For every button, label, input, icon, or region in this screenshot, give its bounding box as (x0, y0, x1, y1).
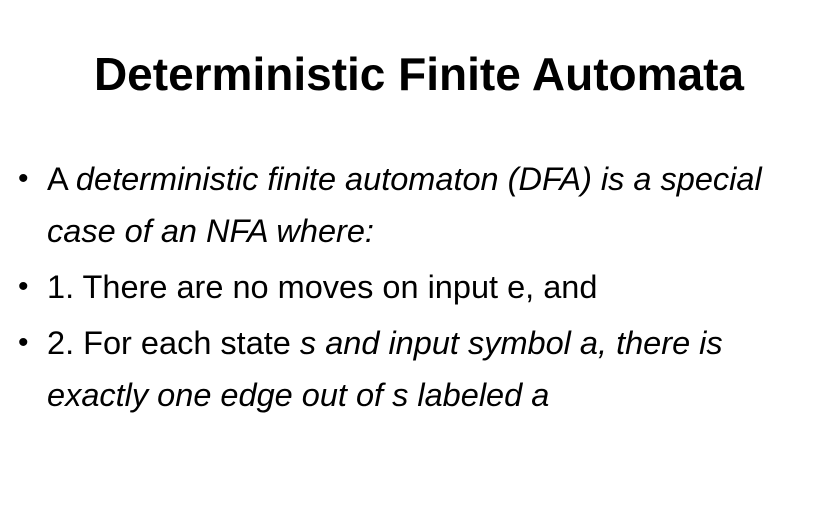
bullet-text (47, 325, 723, 413)
bullet-list (18, 153, 828, 426)
bullet-text-italic: deterministic finite automaton (DFA) is a special case of an NFA where: (47, 161, 762, 249)
bullet-dot-icon: • (18, 270, 29, 303)
bullet-text-plain: A (47, 161, 76, 197)
bullet-dot-icon: • (18, 326, 29, 359)
bullet-text (47, 161, 762, 249)
bullet-text-italic: s and input symbol a, there is exactly one edge out of s labeled a (47, 325, 723, 413)
bullet-text-plain: 2. For each state (47, 325, 300, 361)
bullet-dot-icon: • (18, 162, 29, 195)
bullet-item-one-edge (18, 317, 828, 421)
bullet-item-dfa-definition (18, 153, 828, 257)
bullet-item-no-e-moves (18, 261, 828, 313)
bullet-text-plain: 1. There are no moves on input e, and (47, 269, 598, 305)
slide-title: Deterministic Finite Automata (93, 48, 745, 100)
bullet-text (47, 269, 597, 305)
